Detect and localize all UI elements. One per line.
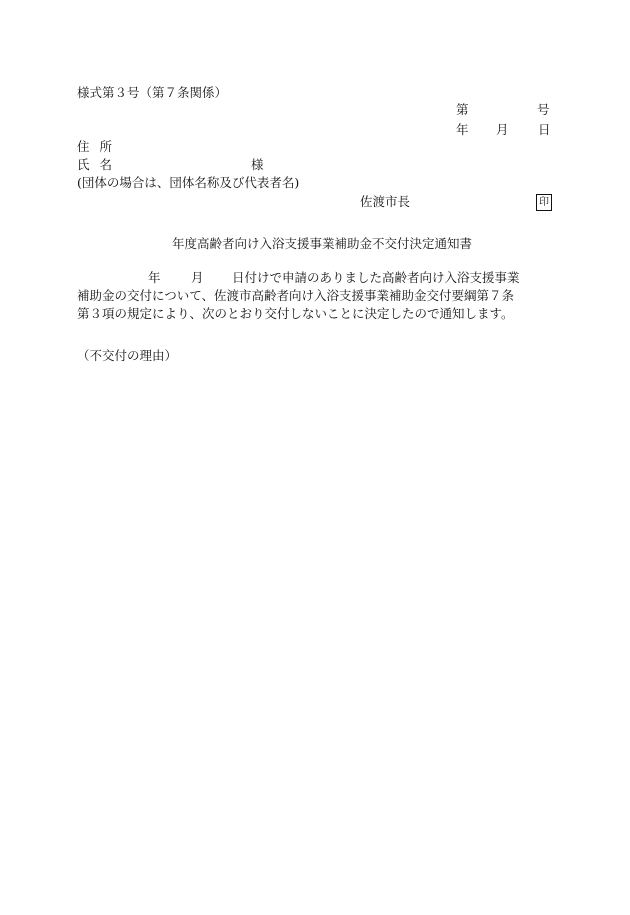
- body-date-year: 年: [148, 270, 161, 285]
- name-label: 氏名: [77, 157, 123, 172]
- issuer-title: 佐渡市長: [360, 194, 411, 209]
- form-number-label: 様式第３号（第７条関係）: [77, 85, 228, 100]
- body-text-line-2: 補助金の交付について、佐渡市高齢者向け入浴支援事業補助金交付要綱第７条: [77, 288, 515, 303]
- body-text-line-3: 第３項の規定により、次のとおり交付しないことに決定したので通知します。: [77, 306, 514, 321]
- document-title: 年度高齢者向け入浴支援事業補助金不交付決定通知書: [172, 236, 473, 251]
- document-number-prefix: 第: [456, 102, 469, 117]
- seal-stamp-icon: 印: [536, 194, 552, 211]
- date-day-label: 日: [538, 122, 551, 137]
- organization-note: (団体の場合は、団体名称及び代表者名): [77, 175, 300, 190]
- body-date-month: 月: [191, 270, 204, 285]
- reason-heading: （不交付の理由）: [77, 348, 178, 363]
- date-year-label: 年: [456, 122, 469, 137]
- document-number-suffix: 号: [537, 102, 550, 117]
- honorific-sama: 様: [251, 157, 264, 172]
- date-month-label: 月: [496, 122, 509, 137]
- body-text-line-1: 日付けで申請のありました高齢者向け入浴支援事業: [232, 270, 520, 285]
- address-label: 住所: [77, 139, 123, 154]
